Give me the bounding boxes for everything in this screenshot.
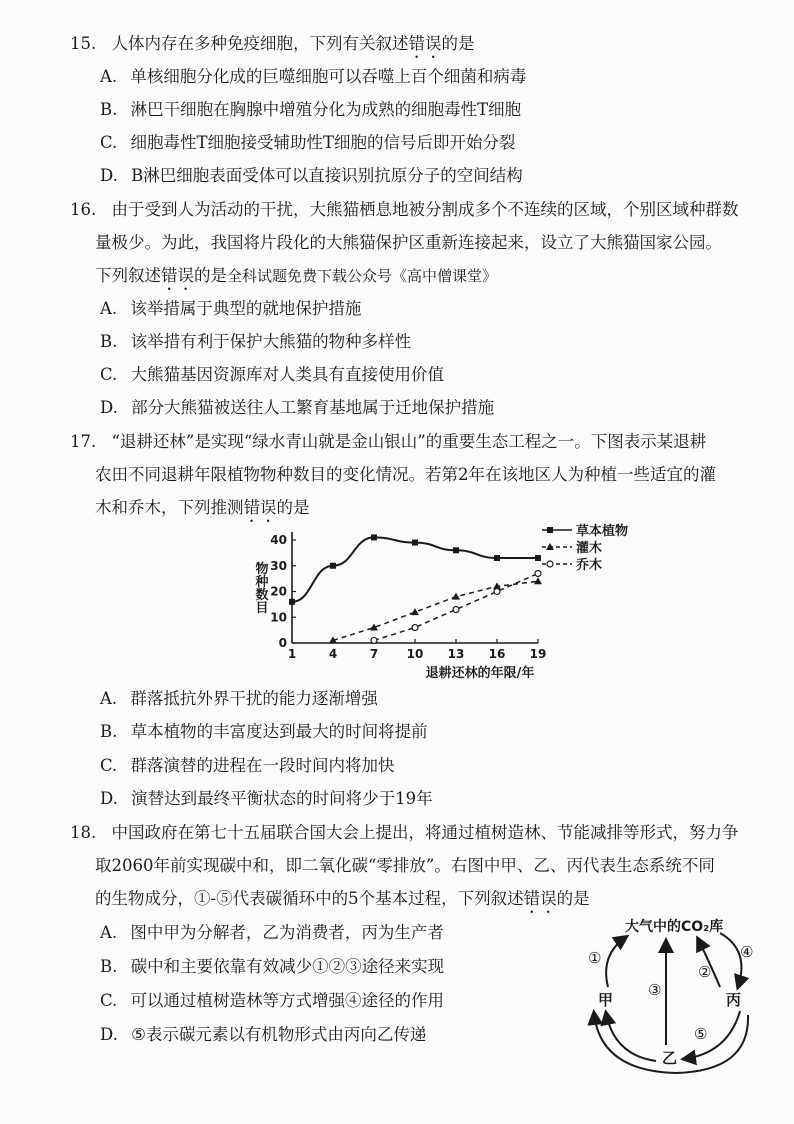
- legend-label: 灌木: [576, 541, 603, 556]
- q16-option-b[interactable]: B. 该举措有利于保护大熊猫的物种多样性: [100, 332, 412, 351]
- data-point: [534, 577, 542, 584]
- q16-stem-line1: 16. 由于受到人为活动的干扰，大熊猫栖息地被分割成多个不连续的区域，个别区域种群数: [70, 200, 739, 219]
- carbon-cycle-diagram: [580, 915, 780, 1075]
- arrow-process-5: [684, 1011, 740, 1059]
- q15-stem-text: 人体内存在多种免疫细胞，下列有关叙述: [111, 34, 409, 53]
- data-point: [535, 555, 541, 561]
- data-point: [412, 540, 418, 546]
- q16-stem-emph: 错误: [161, 266, 194, 285]
- q15-option-a[interactable]: A. 单核细胞分化成的巨噬细胞可以吞噬上百个细菌和病毒: [100, 67, 527, 86]
- arrow-process-4: [720, 933, 741, 987]
- data-point: [411, 608, 419, 615]
- q15-stem-emph: 错误: [408, 34, 442, 53]
- q15-stem-end: 的是: [441, 34, 475, 53]
- x-tick-label: 19: [529, 647, 547, 661]
- x-axis-label: 退耕还林的年限/年: [425, 666, 535, 681]
- q16-stem-line2: 量极少。为此，我国将片段化的大熊猫保护区重新连接起来，设立了大熊猫国家公园。: [95, 233, 722, 252]
- legend-label: 草本植物: [576, 524, 629, 539]
- data-point: [494, 589, 500, 595]
- q15-option-c[interactable]: C. 细胞毒性T细胞接受辅助性T细胞的信号后即开始分裂: [100, 133, 516, 152]
- y-tick-label: 20: [270, 584, 287, 599]
- data-point: [371, 534, 377, 540]
- q17-option-a[interactable]: A. 群落抵抗外界干扰的能力逐渐增强: [100, 689, 378, 708]
- data-point: [371, 637, 377, 643]
- x-tick-label: 16: [488, 647, 506, 661]
- q18-stem-emph: 错误: [523, 889, 557, 908]
- q18-option-d[interactable]: D. ⑤表示碳元素以有机物形式由丙向乙传递: [100, 1025, 427, 1044]
- q17-number: 17.: [70, 432, 97, 451]
- q15-stem: [70, 33, 475, 62]
- q16-option-c[interactable]: C. 大熊猫基因资源库对人类具有直接使用价值: [100, 365, 445, 384]
- species-line-chart: [240, 518, 660, 688]
- q15-option-b[interactable]: B. 淋巴干细胞在胸腺中增殖分化为成熟的细胞毒性T细胞: [100, 100, 522, 119]
- y-tick-label: 30: [270, 558, 287, 573]
- q18-stem-line3: 的生物成分，①-⑤代表碳循环中的5个基本过程，下列叙述错误的是: [95, 889, 590, 908]
- q18-stem-line2: 取2060年前实现碳中和，即二氧化碳“零排放”。右图中甲、乙、丙代表生态系统不同: [95, 856, 715, 875]
- node-bing: 丙: [726, 991, 742, 1009]
- q17-stem-emph: 错误: [243, 498, 277, 517]
- q17-stem-line2: 农田不同退耕年限植物物种数目的变化情况。若第2年在该地区人为种植一些适宜的灌: [95, 465, 716, 484]
- y-tick-label: 0: [278, 636, 287, 650]
- q16-number: 16.: [70, 200, 97, 219]
- q18-option-b[interactable]: B. 碳中和主要依靠有效减少①②③途径来实现: [100, 957, 445, 976]
- data-point: [453, 607, 459, 613]
- label-process-5: ⑤: [694, 1025, 708, 1043]
- label-process-2: ②: [698, 963, 712, 981]
- y-tick-label: 10: [270, 610, 287, 625]
- x-tick-label: 1: [287, 647, 297, 661]
- q17-stem-line1: 17. “退耕还林”是实现“绿水青山就是金山银山”的重要生态工程之一。下图表示某退耕: [70, 432, 707, 451]
- atmosphere-co2-label: 大气中的CO₂库: [625, 919, 724, 935]
- q17-option-c[interactable]: C. 群落演替的进程在一段时间内将加快: [100, 756, 395, 775]
- series-line-0: [292, 537, 538, 601]
- q15-option-d[interactable]: D. B淋巴细胞表面受体可以直接识别抗原分子的空间结构: [100, 166, 523, 185]
- legend-label: 乔木: [576, 558, 603, 573]
- label-process-3: ③: [648, 981, 662, 999]
- data-point: [452, 593, 460, 600]
- watermark-text: 全科试题免费下载公众号《高中僧课堂》: [227, 267, 498, 285]
- data-point: [330, 563, 336, 569]
- q18-stem-line1: 18. 中国政府在第七十五届联合国大会上提出，将通过植树造林、节能减排等形式，努力争: [70, 823, 739, 842]
- q16-stem-line3: 下列叙述错误的是全科试题免费下载公众号《高中僧课堂》: [95, 266, 498, 285]
- arrow-process-1: [606, 937, 626, 987]
- q18-option-c[interactable]: C. 可以通过植树造林等方式增强④途径的作用: [100, 991, 445, 1010]
- q18-number: 18.: [70, 823, 97, 842]
- x-tick-label: 4: [328, 647, 338, 661]
- y-axis-label: 物种数目: [252, 561, 268, 614]
- q15-number: 15.: [70, 34, 97, 53]
- series-line-1: [333, 581, 538, 640]
- q18-option-a[interactable]: A. 图中甲为分解者，乙为消费者，丙为生产者: [100, 923, 444, 942]
- data-point: [289, 599, 295, 605]
- data-point: [535, 570, 541, 576]
- q17-option-d[interactable]: D. 演替达到最终平衡状态的时间将少于19年: [100, 789, 433, 808]
- data-point: [453, 547, 459, 553]
- q16-option-a[interactable]: A. 该举措属于典型的就地保护措施: [100, 299, 362, 318]
- q16-option-d[interactable]: D. 部分大熊猫被送往人工繁育基地属于迁地保护措施: [100, 398, 495, 417]
- data-point: [412, 625, 418, 631]
- x-tick-label: 7: [369, 647, 379, 661]
- label-process-1: ①: [588, 949, 602, 967]
- q17-stem-line3: 木和乔木，下列推测错误的是: [95, 498, 310, 517]
- y-tick-label: 40: [270, 533, 287, 547]
- x-tick-label: 13: [447, 647, 465, 661]
- x-tick-label: 10: [406, 647, 424, 661]
- legend-marker: [547, 527, 553, 533]
- legend-marker: [547, 561, 553, 567]
- label-process-4: ④: [740, 943, 754, 961]
- data-point: [494, 555, 500, 561]
- node-yi: 乙: [662, 1049, 678, 1067]
- node-jia: 甲: [598, 991, 614, 1009]
- q17-option-b[interactable]: B. 草本植物的丰富度达到最大的时间将提前: [100, 722, 428, 741]
